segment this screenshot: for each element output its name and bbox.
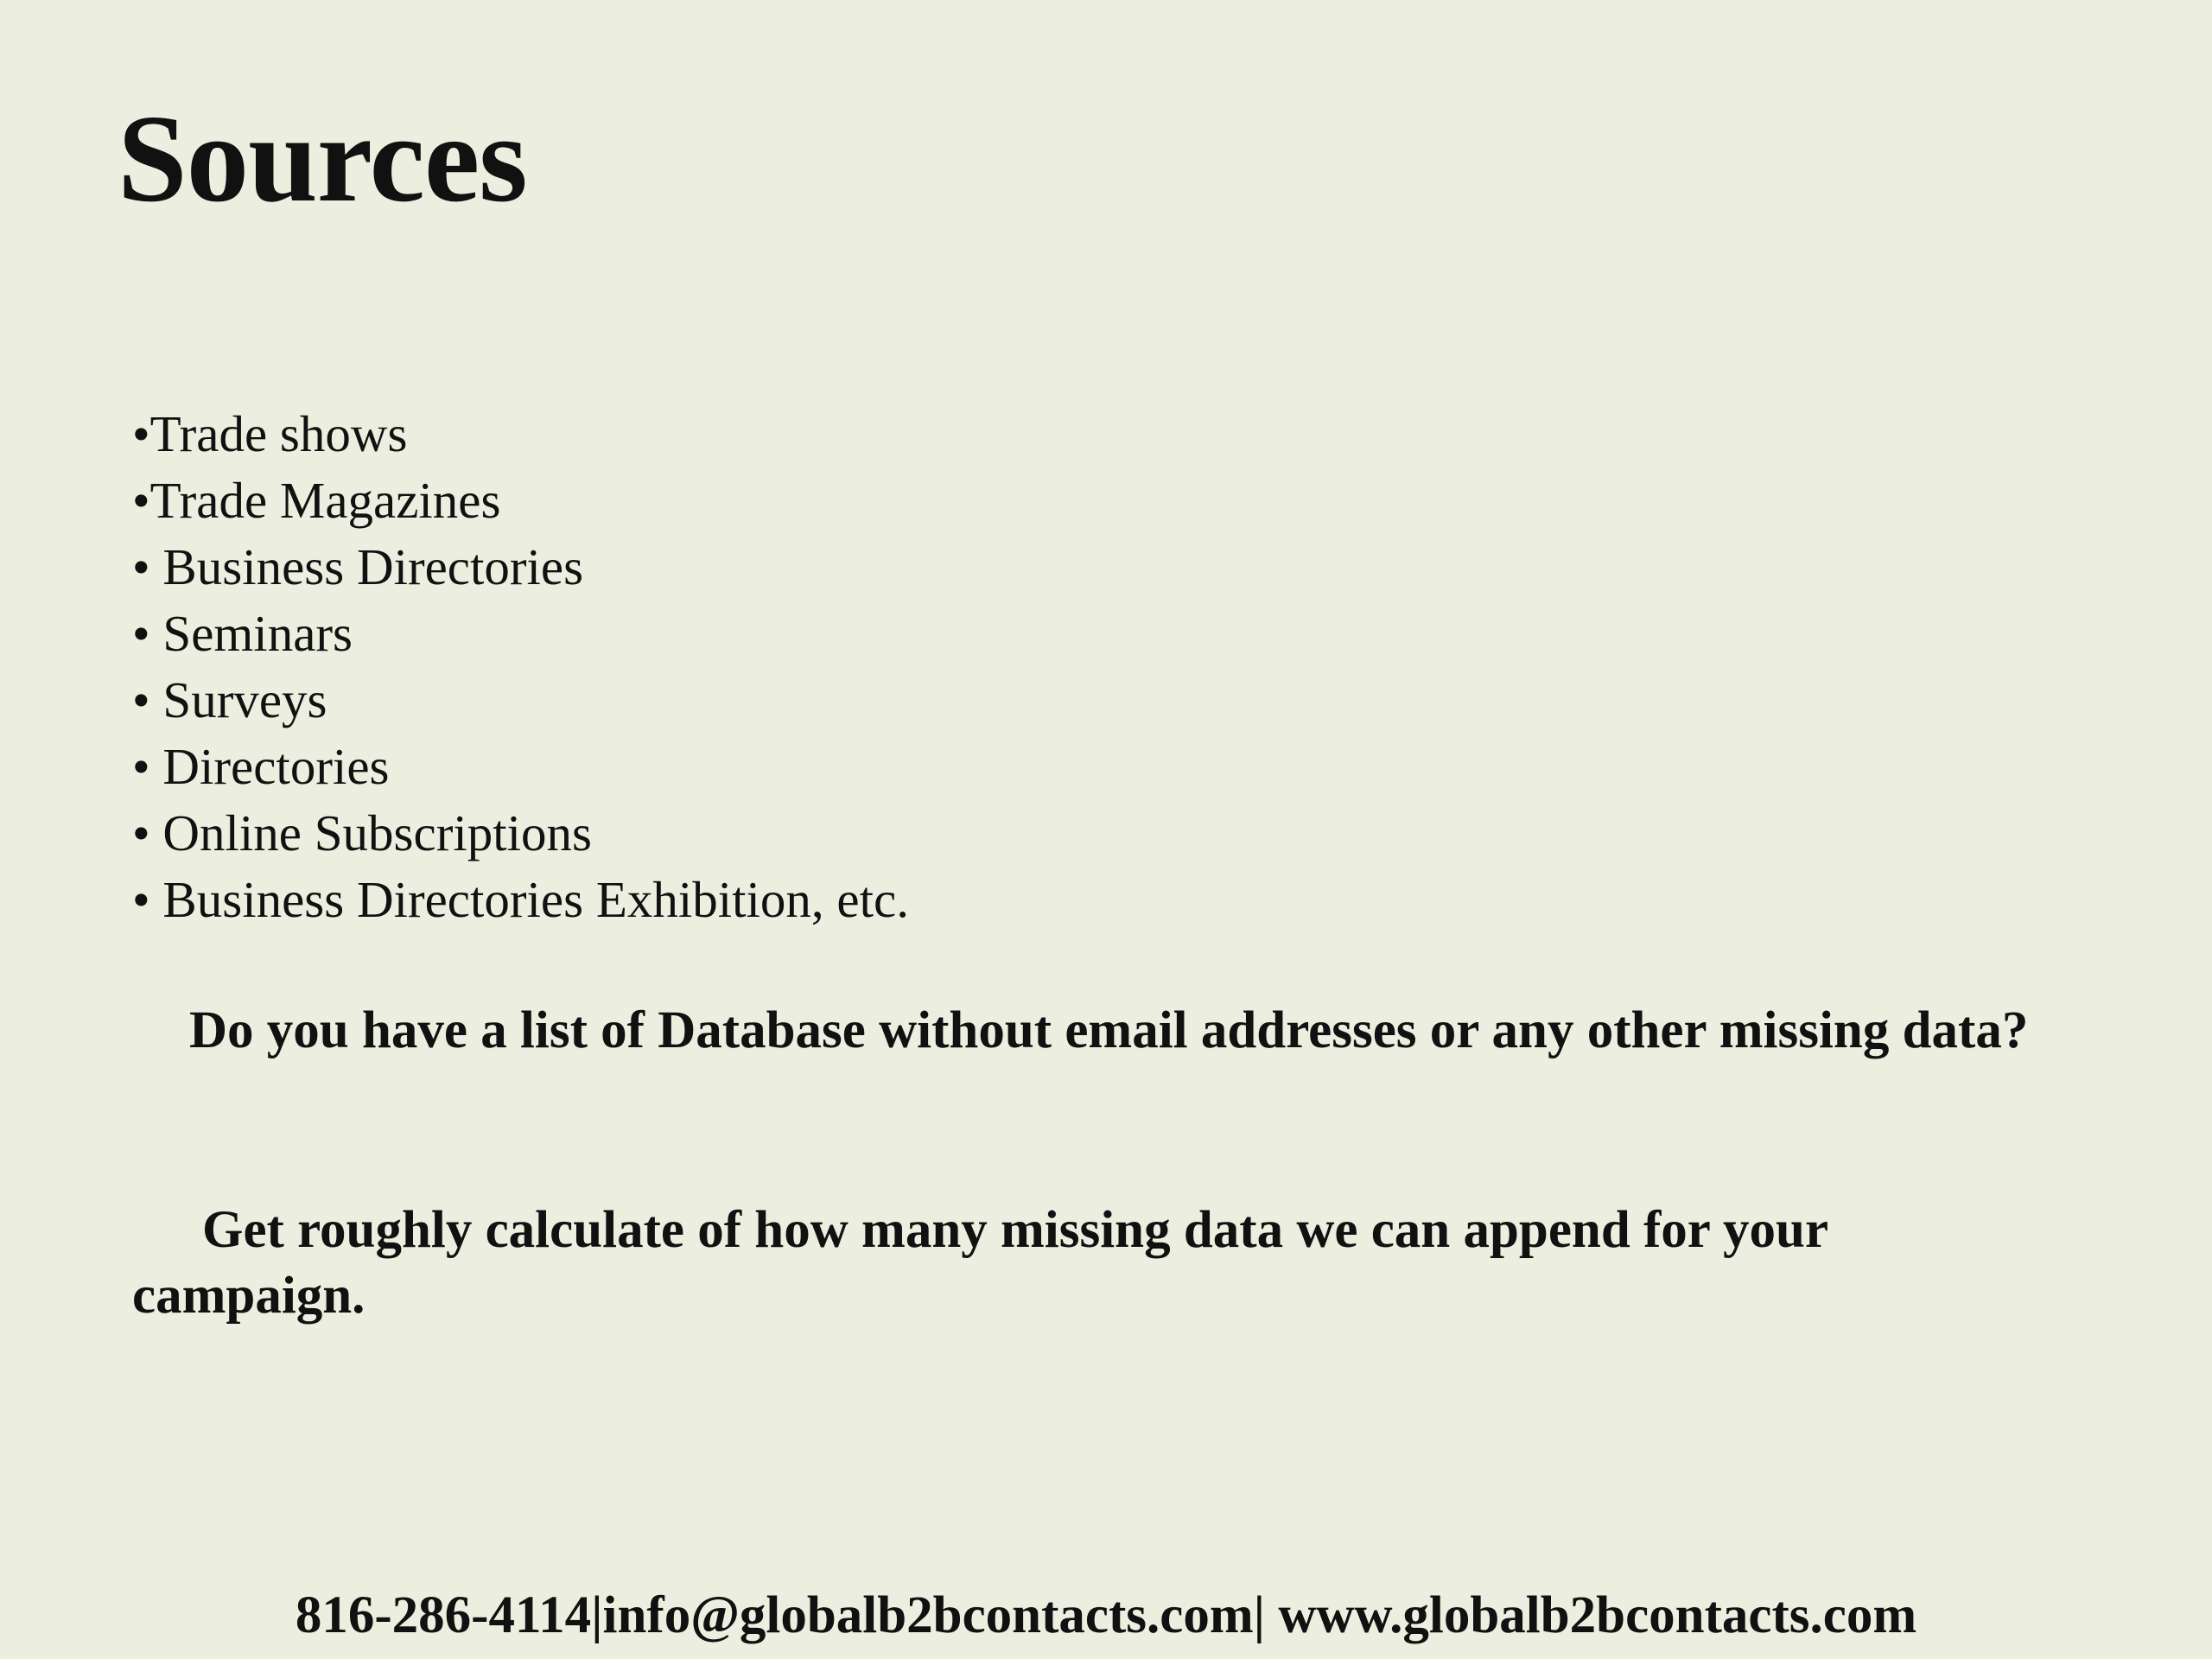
offer-text: Get roughly calculate of how many missing data we can append for your campaign. — [132, 1201, 1827, 1325]
slide-title: Sources — [118, 90, 527, 228]
list-item: • Business Directories Exhibition, etc. — [132, 871, 909, 928]
list-item: • Directories — [132, 738, 390, 795]
contact-footer: 816-286-4114|info@globalb2bcontacts.com| www.globalb2bcontacts.com — [295, 1586, 1917, 1644]
list-item: • Business Directories — [132, 538, 584, 595]
sources-list — [132, 401, 909, 933]
question-text: Do you have a list of Database without email addresses or any other missing data? — [189, 1001, 2029, 1059]
list-item: • Online Subscriptions — [132, 804, 592, 861]
list-item: • Seminars — [132, 605, 353, 662]
list-item: • Surveys — [132, 671, 327, 728]
list-item: •Trade Magazines — [132, 472, 501, 529]
list-item: •Trade shows — [132, 405, 408, 462]
